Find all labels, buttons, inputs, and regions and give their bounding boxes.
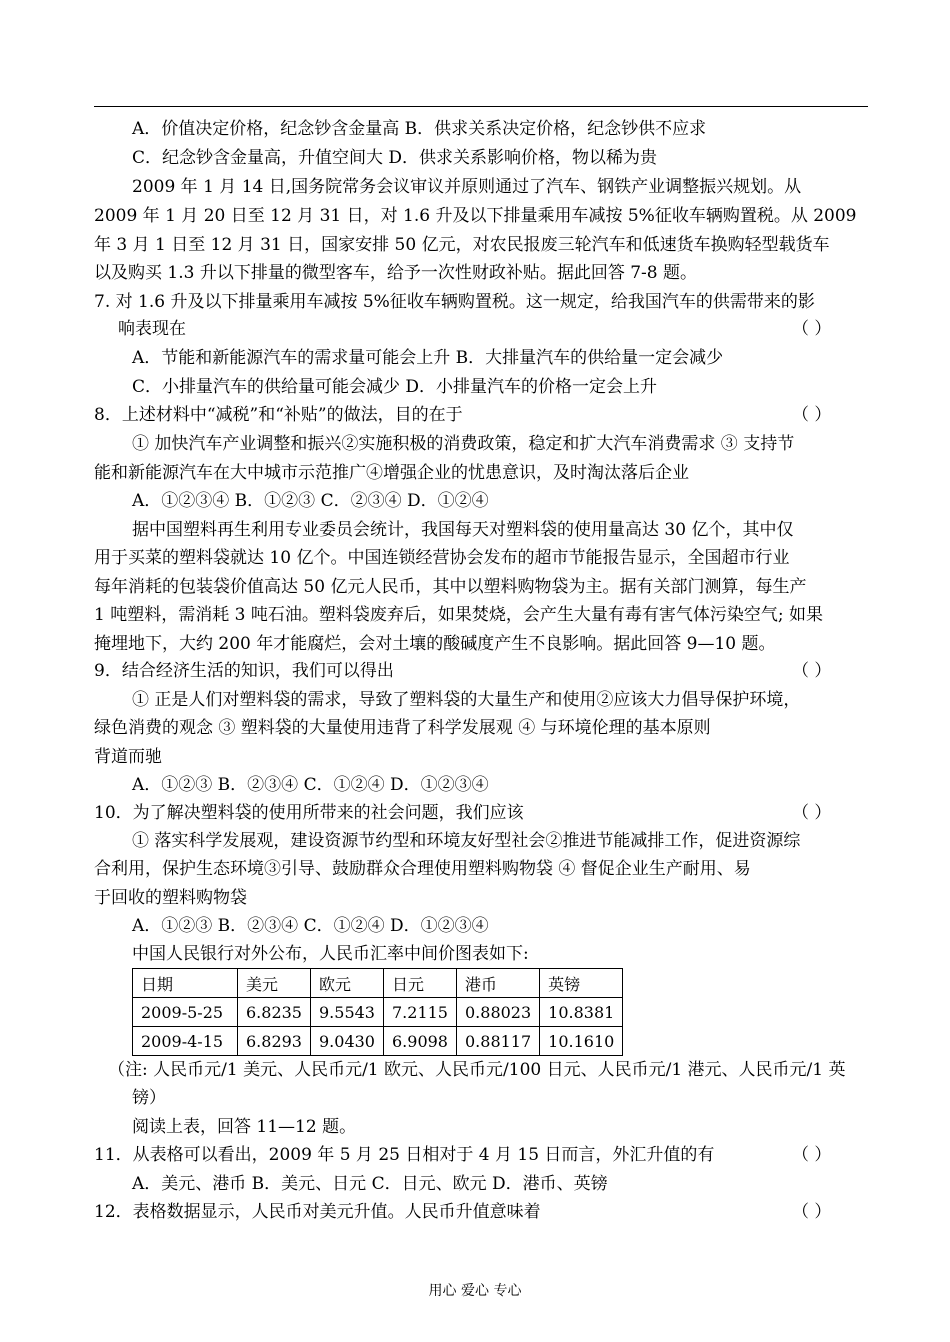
q10-stem: 10．为了解决塑料袋的使用所带来的社会问题，我们应该: [94, 803, 524, 823]
material-9-10-line-2: 用于买菜的塑料袋就达 10 亿个。中国连锁经营协会发布的超市节能报告显示，全国超市行业: [94, 548, 790, 568]
table-cell: 2009-5-25: [133, 998, 238, 1027]
q9-items-line-3: 背道而驰: [94, 747, 162, 767]
table-cell: 0.88023: [457, 998, 540, 1027]
table-header-cell: 日期: [133, 969, 238, 998]
table-row: [133, 1027, 623, 1056]
q9-answer-paren: （ ）: [792, 661, 832, 681]
q12-stem: 12．表格数据显示，人民币对美元升值。人民币升值意味着: [94, 1202, 541, 1222]
table-header-cell: 港币: [457, 969, 540, 998]
table-cell: 10.1610: [540, 1027, 623, 1056]
q7-answer-paren: （ ）: [792, 319, 832, 339]
table-header-cell: 英镑: [540, 969, 623, 998]
exchange-rate-table: [132, 968, 623, 1056]
q9-items-line-1: ① 正是人们对塑料袋的需求，导致了塑料袋的大量生产和使用②应该大力倡导保护环境，: [132, 690, 801, 710]
table-cell: 2009-4-15: [133, 1027, 238, 1056]
material-9-10-line-5: 掩埋地下，大约 200 年才能腐烂，会对土壤的酸碱度产生不良影响。据此回答 9—10 题。: [94, 634, 776, 654]
material-7-8-line-2: 2009 年 1 月 20 日至 12 月 31 日，对 1.6 升及以下排量乘用车减按 5%征收车辆购置税。从 2009: [94, 206, 857, 226]
table-row: [133, 998, 623, 1027]
table-cell: 6.8235: [238, 998, 311, 1027]
material-7-8-line-3: 年 3 月 1 日至 12 月 31 日，国家安排 50 亿元，对农民报废三轮汽车和低速货车换购轻型载货车: [94, 235, 830, 255]
q8-answer-paren: （ ）: [792, 405, 832, 425]
q11-options: A．美元、港币 B．美元、日元 C．日元、欧元 D．港币、英镑: [132, 1174, 608, 1194]
q9-stem: 9．结合经济生活的知识，我们可以得出: [94, 661, 394, 681]
table-note-line-1: （注: 人民币元/1 美元、人民币元/1 欧元、人民币元/100 日元、人民币元/1 港元、人民币元/1 英: [108, 1060, 846, 1080]
table-note-line-2: 镑）: [132, 1088, 166, 1108]
q7-option-ab: A．节能和新能源汽车的需求量可能会上升 B．大排量汽车的供给量一定会减少: [132, 348, 724, 368]
q10-items-line-2: 合利用，保护生态环境③引导、鼓励群众合理使用塑料购物袋 ④ 督促企业生产耐用、易: [94, 859, 751, 879]
table-header-cell: 日元: [384, 969, 457, 998]
table-cell: 9.0430: [311, 1027, 384, 1056]
q8-stem: 8．上述材料中“减税”和“补贴”的做法，目的在于: [94, 405, 463, 425]
table-header-row: [133, 969, 623, 998]
header-rule: [94, 106, 868, 107]
q8-options: A．①②③④ B．①②③ C．②③④ D．①②④: [132, 491, 489, 511]
table-cell: 10.8381: [540, 998, 623, 1027]
instruction-11-12: 阅读上表，回答 11—12 题。: [132, 1117, 357, 1137]
q10-answer-paren: （ ）: [792, 803, 832, 823]
q11-stem: 11．从表格可以看出，2009 年 5 月 25 日相对于 4 月 15 日而言，外汇升值的有: [94, 1145, 715, 1165]
q8-items-line-2: 能和新能源汽车在大中城市示范推广④增强企业的忧患意识，及时淘汰落后企业: [94, 463, 689, 483]
q6-option-cd: C．纪念钞含金量高，升值空间大 D．供求关系影响价格，物以稀为贵: [132, 148, 658, 168]
q8-items-line-1: ① 加快汽车产业调整和振兴②实施积极的消费政策，稳定和扩大汽车消费需求 ③ 支持节: [132, 434, 795, 454]
table-header-cell: 美元: [238, 969, 311, 998]
table-cell: 9.5543: [311, 998, 384, 1027]
table-cell: 6.8293: [238, 1027, 311, 1056]
material-7-8-line-1: 2009 年 1 月 14 日,国务院常务会议审议并原则通过了汽车、钢铁产业调整振兴规划。从: [132, 177, 802, 197]
q7-option-cd: C．小排量汽车的供给量可能会减少 D．小排量汽车的价格一定会上升: [132, 377, 658, 397]
table-cell: 0.88117: [457, 1027, 540, 1056]
table-header-cell: 欧元: [311, 969, 384, 998]
material-9-10-line-3: 每年消耗的包装袋价值高达 50 亿元人民币，其中以塑料购物袋为主。据有关部门测算，每生产: [94, 577, 807, 597]
q10-options: A．①②③ B．②③④ C．①②④ D．①②③④: [132, 916, 489, 936]
page-footer: 用心 爱心 专心: [428, 1283, 522, 1299]
q9-items-line-2: 绿色消费的观念 ③ 塑料袋的大量使用违背了科学发展观 ④ 与环境伦理的基本原则: [94, 718, 711, 738]
q6-option-ab: A．价值决定价格，纪念钞含金量高 B．供求关系决定价格，纪念钞供不应求: [132, 119, 707, 139]
table-intro: 中国人民银行对外公布，人民币汇率中间价图表如下:: [132, 944, 529, 964]
q7-stem-line-1: 7. 对 1.6 升及以下排量乘用车减按 5%征收车辆购置税。这一规定，给我国汽车的供需带来的影: [94, 292, 815, 312]
q10-items-line-1: ① 落实科学发展观，建设资源节约型和环境友好型社会②推进节能减排工作，促进资源综: [132, 831, 801, 851]
q10-items-line-3: 于回收的塑料购物袋: [94, 888, 247, 908]
material-7-8-line-4: 以及购买 1.3 升以下排量的微型客车，给予一次性财政补贴。据此回答 7-8 题。: [94, 263, 698, 283]
q9-options: A．①②③ B．②③④ C．①②④ D．①②③④: [132, 775, 489, 795]
q12-answer-paren: （ ）: [792, 1202, 832, 1222]
material-9-10-line-1: 据中国塑料再生利用专业委员会统计，我国每天对塑料袋的使用量高达 30 亿个，其中仅: [132, 520, 794, 540]
table-cell: 6.9098: [384, 1027, 457, 1056]
q11-answer-paren: （ ）: [792, 1145, 832, 1165]
material-9-10-line-4: 1 吨塑料，需消耗 3 吨石油。塑料袋废弃后，如果焚烧，会产生大量有毒有害气体污染空气; 如果: [94, 605, 823, 625]
table-cell: 7.2115: [384, 998, 457, 1027]
q7-stem-line-2: 响表现在: [118, 319, 186, 339]
